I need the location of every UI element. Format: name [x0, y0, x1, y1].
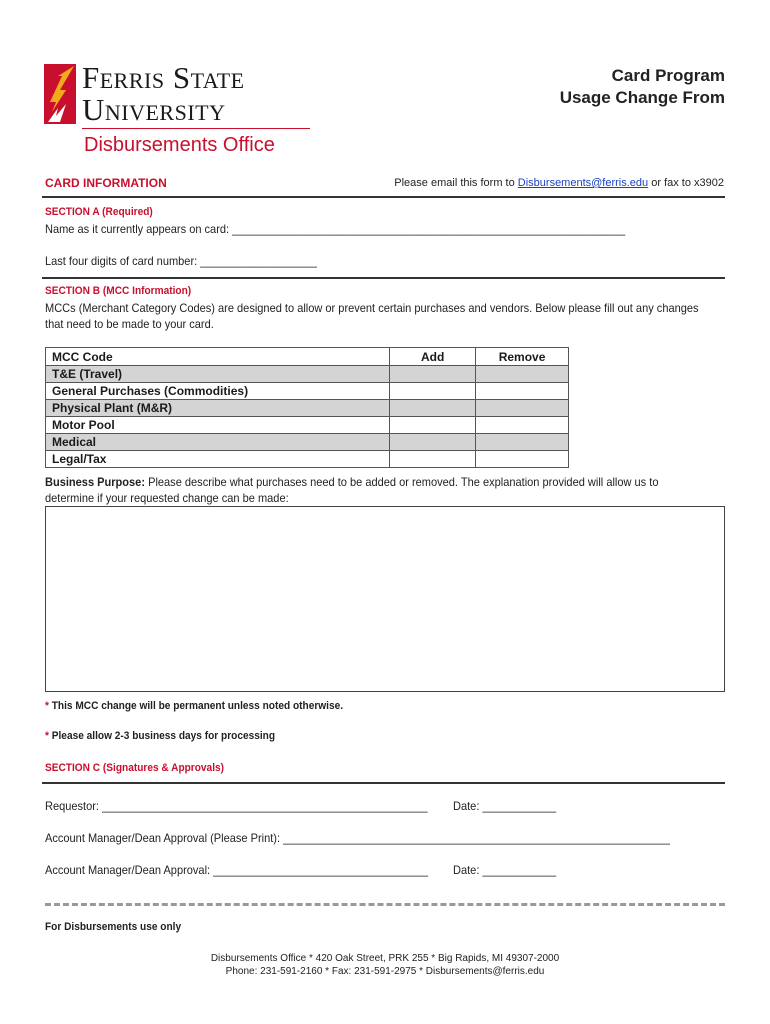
divider-rule	[42, 277, 725, 279]
form-title-line1: Card Program	[611, 66, 725, 85]
university-logo	[44, 64, 76, 124]
business-purpose-line2: determine if your requested change can be made:	[45, 491, 289, 505]
add-cell[interactable]	[390, 451, 476, 468]
business-purpose-label: Business Purpose:	[45, 475, 146, 489]
business-purpose-textarea[interactable]	[45, 506, 725, 692]
add-cell[interactable]	[390, 417, 476, 434]
remove-cell[interactable]	[476, 451, 569, 468]
mcc-label: Medical	[46, 434, 390, 451]
approval-signature-field[interactable]: Account Manager/Dean Approval: ___________________________________	[45, 863, 429, 877]
mcc-label: Legal/Tax	[46, 451, 390, 468]
flame-logo-icon	[44, 64, 76, 124]
logo-text-line2: University	[82, 92, 226, 127]
section-a-title: SECTION A (Required)	[45, 206, 153, 218]
requestor-field[interactable]: Requestor: _____________________________________________________	[45, 799, 428, 813]
table-row	[46, 417, 569, 434]
table-header-row	[46, 348, 569, 366]
name-on-card-field[interactable]: Name as it currently appears on card: ________________________________________________________________	[45, 222, 626, 236]
approval-print-field[interactable]: Account Manager/Dean Approval (Please Print): _______________________________________________________________	[45, 831, 670, 845]
last-four-digits-field[interactable]: Last four digits of card number: ___________________	[45, 254, 317, 268]
add-cell[interactable]	[390, 434, 476, 451]
mcc-label: Motor Pool	[46, 417, 390, 434]
email-link[interactable]: Disbursements@ferris.edu	[517, 177, 649, 189]
requestor-date-field[interactable]: Date: ____________	[453, 799, 557, 813]
approval-date-field[interactable]: Date: ____________	[453, 863, 557, 877]
divider-rule	[42, 782, 725, 784]
note-text: This MCC change will be permanent unless noted otherwise.	[48, 700, 344, 712]
table-row	[46, 451, 569, 468]
mcc-label: General Purchases (Commodities)	[46, 383, 390, 400]
email-suffix: or fax to x3902	[648, 177, 724, 189]
mcc-code-header: MCC Code	[46, 348, 390, 366]
form-title-line2: Usage Change From	[559, 88, 725, 107]
add-cell[interactable]	[390, 366, 476, 383]
dashed-divider	[45, 903, 725, 906]
footer-address: Disbursements Office * 420 Oak Street, PRK 255 * Big Rapids, MI 49307-2000	[210, 953, 560, 964]
business-purpose-line1	[45, 475, 658, 489]
add-header: Add	[390, 348, 476, 366]
table-row	[46, 434, 569, 451]
card-information-heading: CARD INFORMATION	[45, 176, 167, 190]
processing-time-note	[45, 730, 275, 742]
remove-cell[interactable]	[476, 366, 569, 383]
asterisk: *	[45, 700, 49, 712]
add-cell[interactable]	[390, 383, 476, 400]
logo-subtitle: Disbursements Office	[84, 134, 275, 156]
remove-cell[interactable]	[476, 383, 569, 400]
business-purpose-text: Please describe what purchases need to be added or removed. The explanation provided will allow us to	[145, 475, 659, 489]
mcc-label: Physical Plant (M&R)	[46, 400, 390, 417]
remove-cell[interactable]	[476, 434, 569, 451]
section-c-title: SECTION C (Signatures & Approvals)	[45, 762, 224, 774]
office-use-label: For Disbursements use only	[45, 921, 182, 933]
remove-cell[interactable]	[476, 417, 569, 434]
mcc-intro-line1: MCCs (Merchant Category Codes) are designed to allow or prevent certain purchases and vendors. Below please fill out any changes	[45, 301, 699, 315]
mcc-table	[45, 347, 569, 468]
mcc-intro-line2: that need to be made to your card.	[45, 317, 214, 331]
logo-divider	[82, 128, 310, 129]
mcc-label: T&E (Travel)	[46, 366, 390, 383]
add-cell[interactable]	[390, 400, 476, 417]
divider-rule	[42, 196, 725, 198]
logo-text-line1: Ferris State	[82, 60, 245, 95]
email-prefix: Please email this form to	[394, 177, 518, 189]
section-b-title: SECTION B (MCC Information)	[45, 285, 192, 297]
table-row	[46, 366, 569, 383]
footer-contact: Phone: 231-591-2160 * Fax: 231-591-2975 * Disbursements@ferris.edu	[225, 966, 545, 977]
remove-header: Remove	[476, 348, 569, 366]
asterisk: *	[45, 730, 49, 742]
note-text: Please allow 2-3 business days for processing	[48, 730, 276, 742]
form-title	[560, 65, 725, 109]
table-row	[46, 400, 569, 417]
email-instructions	[394, 177, 724, 189]
permanent-change-note	[45, 700, 343, 712]
remove-cell[interactable]	[476, 400, 569, 417]
table-row	[46, 383, 569, 400]
